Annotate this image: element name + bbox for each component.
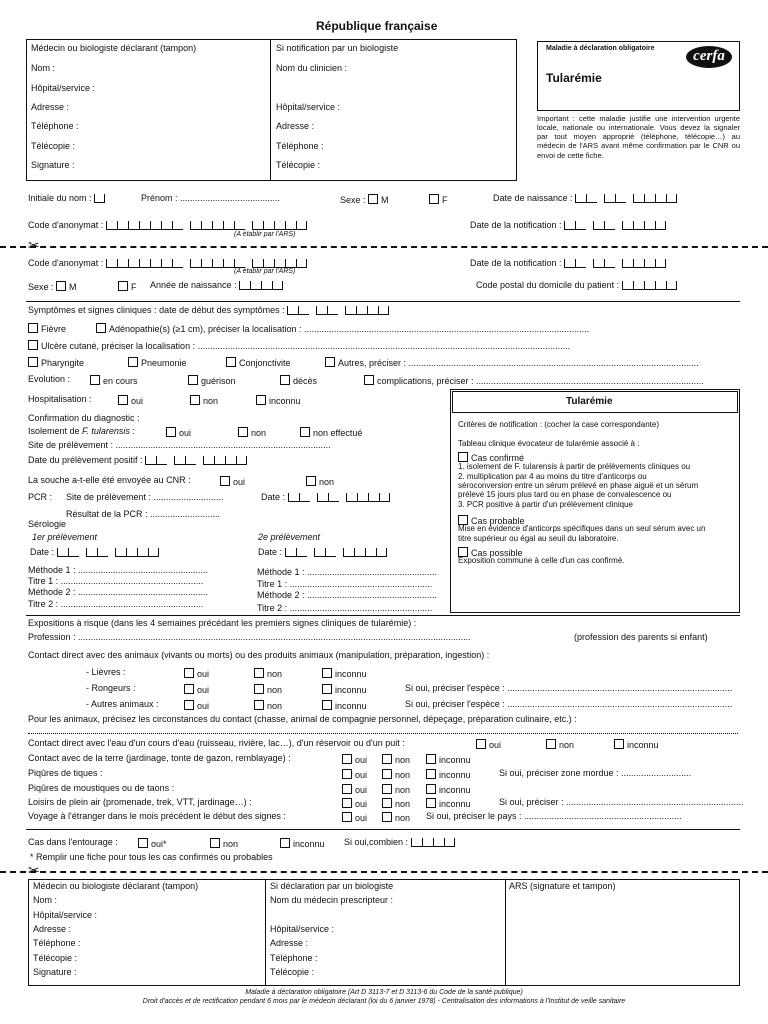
- entourage-inconnu-checkbox[interactable]: [280, 838, 290, 848]
- terre-oui-checkbox[interactable]: [342, 754, 352, 764]
- entourage-oui-label: oui*: [151, 839, 167, 849]
- evolution-label: Evolution :: [28, 374, 71, 384]
- med-signature[interactable]: Signature :: [31, 160, 75, 170]
- souche-non-checkbox[interactable]: [306, 476, 316, 486]
- site-field[interactable]: Site de prélèvement : ......................................................................................: [28, 440, 331, 450]
- ft-label: F. tularensis: [82, 426, 130, 436]
- autres-an-non-checkbox[interactable]: [254, 700, 264, 710]
- scissors-icon: ✂: [28, 237, 40, 253]
- complications-checkbox[interactable]: [364, 375, 374, 385]
- isolement-non-checkbox[interactable]: [238, 427, 248, 437]
- bottom-bio-prescripteur[interactable]: Nom du médecin prescripteur :: [270, 895, 394, 905]
- bottom-bio-hopital[interactable]: Hôpital/service :: [270, 924, 335, 934]
- methode1-field[interactable]: Méthode 1 : ....................................................: [28, 565, 209, 575]
- crit-c2: 2. multiplication par 4 au moins du titre d'anticorps ou: [458, 472, 647, 481]
- annee-label: Année de naissance :: [150, 280, 237, 290]
- sexe-f-checkbox-2[interactable]: [118, 281, 128, 291]
- initiale-label: Initiale du nom :: [28, 193, 92, 203]
- hospit-inconnu-checkbox[interactable]: [256, 395, 266, 405]
- voyage-non-checkbox[interactable]: [382, 812, 392, 822]
- terre-oui-label: oui: [355, 755, 368, 765]
- parents-note: (profession des parents si enfant): [574, 632, 708, 642]
- a-etablir-note-2: (A établir par l'ARS): [234, 268, 296, 275]
- autres-an-non-label: non: [267, 701, 283, 711]
- crit-c3: 3. PCR positive à partir d'un prélèvement clinique: [458, 500, 633, 509]
- voyage-oui-checkbox[interactable]: [342, 812, 352, 822]
- eau-inconnu-checkbox[interactable]: [614, 739, 624, 749]
- eau-inconnu-label: inconnu: [627, 740, 659, 750]
- bottom-med-adresse[interactable]: Adresse :: [33, 924, 72, 934]
- crit-po1: Exposition commune à celle d'un cas confirmé.: [458, 556, 625, 565]
- cut-line-2: [0, 871, 768, 873]
- terre-non-label: non: [395, 755, 411, 765]
- eau-non-label: non: [559, 740, 575, 750]
- loisirs-non-label: non: [395, 799, 411, 809]
- tiques-oui-label: oui: [355, 770, 368, 780]
- lievres-non-label: non: [267, 669, 283, 679]
- terre-inconnu-label: inconnu: [439, 755, 471, 765]
- moustiques-oui-label: oui: [355, 785, 368, 795]
- bottom-bio-title: Si déclaration par un biologiste: [270, 881, 394, 891]
- autres-an-inconnu-label: inconnu: [335, 701, 367, 711]
- entourage-oui-checkbox[interactable]: [138, 838, 148, 848]
- deces-label: décès: [293, 376, 318, 386]
- notif-label-2: Date de la notification :: [470, 258, 562, 268]
- titre1b-field[interactable]: Titre 1 : .........................................................: [257, 579, 433, 589]
- profession-field[interactable]: Profession : .............................................................................................................................................................: [28, 632, 471, 642]
- lievres-oui-checkbox[interactable]: [184, 668, 194, 678]
- moustiques-inconnu-label: inconnu: [439, 785, 471, 795]
- rongeurs-label: - Rongeurs :: [86, 683, 136, 693]
- lievres-non-checkbox[interactable]: [254, 668, 264, 678]
- terre-non-checkbox[interactable]: [382, 754, 392, 764]
- hospit-non-checkbox[interactable]: [190, 395, 200, 405]
- bottom-bio-telephone[interactable]: Téléphone :: [270, 953, 318, 963]
- moustiques-non-label: non: [395, 785, 411, 795]
- rongeurs-oui-label: oui: [197, 685, 210, 695]
- sexe-label-2: Sexe :: [28, 282, 54, 292]
- eau-label: Contact direct avec l'eau d'un cours d'eau (ruisseau, rivière, lac…), d'un réservoir ou d'un puit :: [28, 738, 405, 748]
- med-title: Médecin ou biologiste déclarant (tampon): [31, 43, 197, 53]
- moustiques-inconnu-checkbox[interactable]: [426, 784, 436, 794]
- lievres-label: - Lièvres :: [86, 667, 126, 677]
- crit-p1: Mise en évidence d'anticorps spécifiques dans un seul sérum avec un: [458, 524, 706, 533]
- titre2b-field[interactable]: Titre 2 : .........................................................: [257, 603, 433, 613]
- souche-non-label: non: [319, 477, 335, 487]
- autres-animaux-label: - Autres animaux :: [86, 699, 159, 709]
- bio-adresse[interactable]: Adresse :: [276, 121, 315, 131]
- methode2b-field[interactable]: Méthode 2 : ....................................................: [257, 590, 438, 600]
- sexe-f-checkbox[interactable]: [429, 194, 439, 204]
- criteres-tableau: Tableau clinique évocateur de tularémie associé à :: [458, 439, 640, 448]
- crit-c1: 1. isolement de F. tularensis à partir de prélèvements cliniques ou: [458, 462, 691, 471]
- pays-field[interactable]: Si oui, préciser le pays : ...............................................................: [426, 811, 682, 821]
- tiques-inconnu-label: inconnu: [439, 770, 471, 780]
- tiques-label: Piqûres de tiques :: [28, 768, 103, 778]
- bottom-med-nom[interactable]: Nom :: [33, 895, 58, 905]
- sero-date1-label: Date :: [30, 547, 55, 557]
- fievre-checkbox[interactable]: [28, 323, 38, 333]
- tiques-oui-checkbox[interactable]: [342, 769, 352, 779]
- pneumonie-checkbox[interactable]: [128, 357, 138, 367]
- voyage-oui-label: oui: [355, 813, 368, 823]
- rongeurs-inconnu-label: inconnu: [335, 685, 367, 695]
- hospit-oui-label: oui: [131, 396, 144, 406]
- declarant-box: [26, 39, 517, 181]
- autres-label: Autres, préciser : ....................................................................................................................: [338, 358, 699, 368]
- eau-oui-checkbox[interactable]: [476, 739, 486, 749]
- code-postal-field[interactable]: [622, 281, 677, 293]
- guerison-checkbox[interactable]: [188, 375, 198, 385]
- debut-label: date de début des symptômes :: [159, 305, 285, 315]
- sexe-m-checkbox-2[interactable]: [56, 281, 66, 291]
- med-telecopie[interactable]: Télécopie :: [31, 141, 76, 151]
- voyage-non-label: non: [395, 813, 411, 823]
- anonymat-label: Code d'anonymat :: [28, 220, 104, 230]
- initiale-field[interactable]: [94, 194, 105, 206]
- med-telephone[interactable]: Téléphone :: [31, 121, 79, 131]
- loisirs-label: Loisirs de plein air (promenade, trek, VTT, jardinage…) :: [28, 797, 252, 807]
- hospit-oui-checkbox[interactable]: [118, 395, 128, 405]
- ars-title: ARS (signature et tampon): [509, 881, 616, 891]
- loisirs-non-checkbox[interactable]: [382, 798, 392, 808]
- criteres-subtitle: Critères de notification : (cocher la case correspondante): [458, 420, 659, 429]
- tiques-inconnu-checkbox[interactable]: [426, 769, 436, 779]
- autres-an-oui-label: oui: [197, 701, 210, 711]
- titre2-field[interactable]: Titre 2 : .........................................................: [28, 599, 204, 609]
- anonymat-label-2: Code d'anonymat :: [28, 258, 104, 268]
- prel1-label: 1er prélèvement: [32, 532, 98, 542]
- eau-oui-label: oui: [489, 740, 502, 750]
- sexe-f-label-2: F: [131, 282, 137, 292]
- rongeurs-inconnu-checkbox[interactable]: [322, 684, 332, 694]
- adeno-label: Adénopathie(s) (≥1 cm), préciser la localisation : ..................................................................................................................: [109, 324, 590, 334]
- bio-title: Si notification par un biologiste: [276, 43, 399, 53]
- autres-an-inconnu-checkbox[interactable]: [322, 700, 332, 710]
- terre-label: Contact avec de la terre (jardinage, tonte de gazon, remblayage) :: [28, 753, 291, 763]
- en-cours-checkbox[interactable]: [90, 375, 100, 385]
- mdo-label: Maladie à déclaration obligatoire: [546, 45, 655, 52]
- bio-telephone[interactable]: Téléphone :: [276, 141, 324, 151]
- sexe-m-label-2: M: [69, 282, 77, 292]
- adeno-checkbox[interactable]: [96, 323, 106, 333]
- isolement-oui-label: oui: [179, 428, 192, 438]
- sexe-f-label: F: [442, 195, 448, 205]
- diag-title: Confirmation du diagnostic :: [28, 413, 140, 423]
- date-prel-label: Date du prélèvement positif :: [28, 455, 143, 465]
- pcr-resultat-field[interactable]: Résultat de la PCR : ............................: [66, 509, 221, 519]
- code-postal-label: Code postal du domicile du patient :: [476, 280, 620, 290]
- pcr-date-label: Date :: [261, 492, 286, 502]
- bottom-med-hopital[interactable]: Hôpital/service :: [33, 910, 98, 920]
- serologie-label: Sérologie: [28, 519, 67, 529]
- crit-c2c: prélevé 15 jours plus tard ou en phase de convalescence ou: [458, 490, 672, 499]
- cerfa-logo: cerfa: [686, 46, 732, 68]
- pcr-site-field[interactable]: Site de prélèvement : ............................: [66, 492, 224, 502]
- souche-oui-label: oui: [233, 477, 246, 487]
- souche-oui-checkbox[interactable]: [220, 476, 230, 486]
- tiques-non-label: non: [395, 770, 411, 780]
- criteres-title: Tularémie: [566, 396, 613, 407]
- cas-possible-label: Cas possible: [471, 548, 523, 558]
- bottom-med-signature[interactable]: Signature :: [33, 967, 77, 977]
- contact-animaux-label: Contact direct avec des animaux (vivants ou morts) ou des produits animaux (manipulation, préparation, ingestion) :: [28, 650, 490, 660]
- isolement-label: Isolement de: [28, 426, 80, 436]
- important-note: Important : cette maladie justifie une intervention urgente locale, nationale ou internationale. Vous devez la signaler par tout moyen approprié (téléphone, télécopie…) au médecin de l'ARS avant même confirmation par le CNR ou envoi de cette fiche.: [537, 114, 740, 160]
- clinique-title: Symptômes et signes cliniques :: [28, 305, 157, 315]
- pcr-date-field[interactable]: [288, 493, 390, 505]
- annee-field[interactable]: [239, 281, 283, 293]
- med-hopital[interactable]: Hôpital/service :: [31, 83, 96, 93]
- sexe-m-checkbox[interactable]: [368, 194, 378, 204]
- bottom-bio-telecopie[interactable]: Télécopie :: [270, 967, 315, 977]
- med-adresse[interactable]: Adresse :: [31, 102, 70, 112]
- lievres-inconnu-checkbox[interactable]: [322, 668, 332, 678]
- sero-date2-label: Date :: [258, 547, 283, 557]
- ulcere-checkbox[interactable]: [28, 340, 38, 350]
- isolement-non-label: non: [251, 428, 267, 438]
- espece-field[interactable]: Si oui, préciser l'espèce : ..........................................................................................: [405, 683, 733, 693]
- sero-date2-field[interactable]: [285, 548, 387, 560]
- bio-clinicien[interactable]: Nom du clinicien :: [276, 63, 348, 73]
- bio-telecopie[interactable]: Télécopie :: [276, 160, 321, 170]
- sexe-m-label: M: [381, 195, 389, 205]
- espece2-field[interactable]: Si oui, préciser l'espèce : ..........................................................................................: [405, 699, 733, 709]
- eau-non-checkbox[interactable]: [546, 739, 556, 749]
- hospit-label: Hospitalisation :: [28, 394, 92, 404]
- scissors-icon-2: ✂: [28, 862, 40, 878]
- methode2-field[interactable]: Méthode 2 : ....................................................: [28, 587, 209, 597]
- date-prel-field[interactable]: [145, 456, 247, 468]
- entourage-non-label: non: [223, 839, 239, 849]
- expo-title: Expositions à risque (dans les 4 semaines précédant les premiers signes cliniques de tularémie) :: [28, 618, 417, 628]
- naissance-label: Date de naissance :: [493, 193, 573, 203]
- notif-label: Date de la notification :: [470, 220, 562, 230]
- entourage-non-checkbox[interactable]: [210, 838, 220, 848]
- lievres-oui-label: oui: [197, 669, 210, 679]
- bio-hopital[interactable]: Hôpital/service :: [276, 102, 341, 112]
- loisirs-inconnu-label: inconnu: [439, 799, 471, 809]
- remplir-note: * Remplir une fiche pour tous les cas confirmés ou probables: [30, 852, 273, 862]
- titre1-field[interactable]: Titre 1 : .........................................................: [28, 576, 204, 586]
- bottom-med-telephone[interactable]: Téléphone :: [33, 938, 81, 948]
- crit-p2: titre supérieur ou égal au seuil du laboratoire.: [458, 534, 619, 543]
- loisirs-oui-checkbox[interactable]: [342, 798, 352, 808]
- guerison-label: guérison: [201, 376, 236, 386]
- loisirs-preciser-field[interactable]: Si oui, préciser : .......................................................................: [499, 797, 744, 807]
- moustiques-non-checkbox[interactable]: [382, 784, 392, 794]
- cut-line: [0, 246, 768, 248]
- pharyngite-label: Pharyngite: [41, 358, 85, 368]
- combien-label: Si oui,combien :: [344, 837, 409, 847]
- isolement-non-effectue-checkbox[interactable]: [300, 427, 310, 437]
- ulcere-label: Ulcère cutané, préciser la localisation : .....................................................................................................................................................: [41, 341, 571, 351]
- entourage-inconnu-label: inconnu: [293, 839, 325, 849]
- notif-field[interactable]: [564, 221, 666, 233]
- moustiques-label: Piqûres de moustiques ou de taons :: [28, 783, 175, 793]
- zone-mordue-field[interactable]: Si oui, préciser zone mordue : ............................: [499, 768, 692, 778]
- naissance-field[interactable]: [575, 194, 677, 206]
- en-cours-label: en cours: [103, 376, 138, 386]
- prel2-label: 2e prélèvement: [258, 532, 321, 542]
- circonstances-label: Pour les animaux, précisez les circonstances du contact (chasse, animal de compagnie personnel, dépeçage, préparation culinaire, etc.) :: [28, 714, 577, 724]
- fievre-label: Fièvre: [41, 324, 67, 334]
- sero-date1-field[interactable]: [57, 548, 159, 560]
- rongeurs-non-checkbox[interactable]: [254, 684, 264, 694]
- cas-confirme-label: Cas confirmé: [471, 453, 525, 463]
- footer-line1: Maladie à déclaration obligatoire (Art D 3113-7 et D 3113-6 du Code de la santé publique): [245, 989, 523, 996]
- non-effectue-label: non effectué: [313, 428, 363, 438]
- isolement-oui-checkbox[interactable]: [166, 427, 176, 437]
- cas-probable-label: Cas probable: [471, 516, 525, 526]
- conjonctivite-label: Conjonctivite: [239, 358, 291, 368]
- tiques-non-checkbox[interactable]: [382, 769, 392, 779]
- hospit-inconnu-label: inconnu: [269, 396, 301, 406]
- a-etablir-note: (A établir par l'ARS): [234, 231, 296, 238]
- debut-field[interactable]: [287, 306, 389, 318]
- bottom-bio-adresse[interactable]: Adresse :: [270, 938, 309, 948]
- complications-label: complications, préciser : ...........................................................................................: [377, 376, 704, 386]
- bottom-med-title: Médecin ou biologiste déclarant (tampon): [33, 881, 199, 891]
- pharyngite-checkbox[interactable]: [28, 357, 38, 367]
- footer-line2: Droit d'accès et de rectification pendant 6 mois par le médecin déclarant (loi du 6 janvier 1978) - Centralisation des informations à l'Institut de veille sanitaire: [142, 998, 626, 1005]
- notif-field-2[interactable]: [564, 259, 666, 271]
- page-title: République française: [316, 19, 438, 33]
- conjonctivite-checkbox[interactable]: [226, 357, 236, 367]
- loisirs-inconnu-checkbox[interactable]: [426, 798, 436, 808]
- souche-label: La souche a-t-elle été envoyée au CNR :: [28, 475, 191, 485]
- combien-field[interactable]: [411, 838, 455, 850]
- moustiques-oui-checkbox[interactable]: [342, 784, 352, 794]
- loisirs-oui-label: oui: [355, 799, 368, 809]
- rongeurs-oui-checkbox[interactable]: [184, 684, 194, 694]
- hospit-non-label: non: [203, 396, 219, 406]
- pneumonie-label: Pneumonie: [141, 358, 187, 368]
- deces-checkbox[interactable]: [280, 375, 290, 385]
- crit-c2b: séroconversion entre un sérum prélevé en phase aiguë et un sérum: [458, 481, 699, 490]
- pcr-label: PCR :: [28, 492, 53, 502]
- isolement-colon: :: [129, 426, 135, 436]
- autres-checkbox[interactable]: [325, 357, 335, 367]
- disease-name: Tularémie: [546, 71, 602, 85]
- lievres-inconnu-label: inconnu: [335, 669, 367, 679]
- sexe-label: Sexe :: [340, 195, 366, 205]
- med-nom[interactable]: Nom :: [31, 63, 56, 73]
- prenom-field[interactable]: Prénom : ........................................: [141, 193, 281, 203]
- entourage-label: Cas dans l'entourage :: [28, 837, 118, 847]
- methode1b-field[interactable]: Méthode 1 : ....................................................: [257, 567, 438, 577]
- bottom-med-telecopie[interactable]: Télécopie :: [33, 953, 78, 963]
- terre-inconnu-checkbox[interactable]: [426, 754, 436, 764]
- cas-confirme-checkbox[interactable]: [458, 452, 468, 462]
- autres-an-oui-checkbox[interactable]: [184, 700, 194, 710]
- voyage-label: Voyage à l'étranger dans le mois précédent le début des signes :: [28, 811, 286, 821]
- rongeurs-non-label: non: [267, 685, 283, 695]
